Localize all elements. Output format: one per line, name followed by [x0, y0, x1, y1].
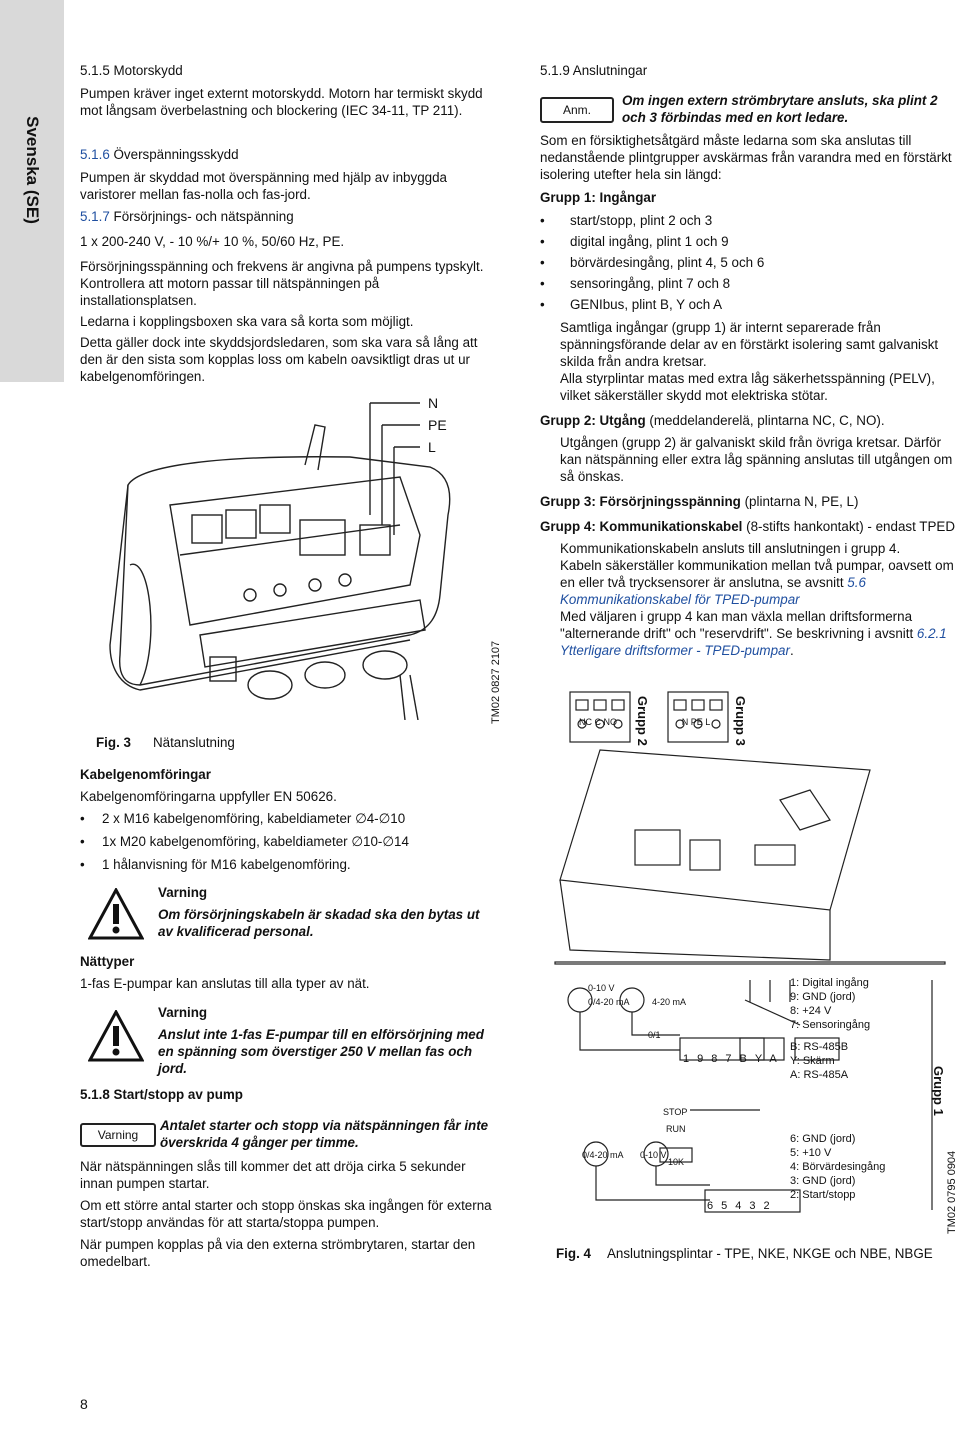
- fig3-caption: Fig. 3 Nätanslutning: [96, 735, 235, 750]
- grupp3-heading: Grupp 3: Försörjningsspänning (plintarna N, PE, L): [540, 494, 859, 509]
- anm-label-box: Anm.: [540, 97, 614, 123]
- label-0-4-20ma: 0/4-20 mA: [588, 997, 630, 1007]
- list-item: • digital ingång, plint 1 och 9: [540, 233, 960, 250]
- label-run: RUN: [666, 1124, 686, 1134]
- label-0-10v-b: 0-10 V: [640, 1150, 667, 1160]
- paragraph: När pumpen kopplas på via den externa strömbrytaren, startar den omedelbart.: [80, 1237, 476, 1269]
- fig4-bottom-legend: 6: GND (jord) 5: +10 V 4: Börvärdesingång 3: GND (jord) 2: Start/stopp: [790, 1133, 886, 1201]
- paragraph: 1 x 200-240 V, - 10 %/+ 10 %, 50/60 Hz, PE.: [80, 234, 345, 249]
- warning-1: [158, 884, 498, 940]
- warning-text: Om försörjningskabeln är skadad ska den bytas ut av kvalificerad personal.: [158, 907, 480, 939]
- section-5-1-6: [80, 146, 495, 203]
- warning-triangle-icon: [88, 1010, 144, 1067]
- paragraph: Som en försiktighetsåtgärd måste ledarna som ska anslutas till nedanstående plintgrupper avskärmas från varandra med en förstärkt isolering utefter hela sin längd:: [540, 133, 952, 182]
- list-item: • börvärdesingång, plint 4, 5 och 6: [540, 254, 960, 271]
- label-l: L: [428, 439, 436, 455]
- label-0-10v: 0-10 V: [588, 983, 615, 993]
- fig4-code: TM02 0795 0904: [946, 1150, 958, 1234]
- paragraph: Kabeln säkerställer kommunikation mellan två pumpar, oavsett om en eller två trycksensorer är anslutna, se avsnitt 5.6 Kommunikationskabel för TPED-pumpar: [560, 558, 954, 607]
- anm-text: Om ingen extern strömbrytare ansluts, ska plint 2 och 3 förbindas med en kort ledare.: [622, 93, 938, 125]
- grupp4-heading: Grupp 4: Kommunikationskabel (8-stifts hankontakt) - endast TPED: [540, 519, 955, 534]
- section-title: 5.1.7 Försörjnings- och nätspänning: [80, 209, 294, 224]
- section-5-1-9-body: [540, 132, 960, 659]
- paragraph: Försörjningsspänning och frekvens är angivna på pumpens typskylt. Kontrollera att motorn passar till nätspänningen på installationsplatsen.: [80, 259, 484, 308]
- label-0-1: 0/1: [648, 1030, 661, 1040]
- list-item: • 1 hålanvisning för M16 kabelgenomföring.: [80, 856, 495, 873]
- warning-title: Varning: [158, 885, 208, 900]
- section-nattyper: [80, 953, 495, 992]
- page-number: 8: [80, 1396, 88, 1412]
- language-label: Svenska (SE): [23, 116, 42, 224]
- paragraph: Utgången (grupp 2) är galvaniskt skild från övriga kretsar. Därför kan nätspänning eller extra låg spänning anslutas till utgången om så önskas.: [560, 435, 953, 484]
- fig4-grupp3-label: Grupp 3: [733, 696, 748, 746]
- paragraph: Pumpen kräver inget externt motorskydd. Motorn har termiskt skydd mot långsam överbelastning och blockering (IEC 34-11, TP 211).: [80, 86, 483, 118]
- section-number-link[interactable]: 5.1.6: [80, 147, 110, 162]
- paragraph: 1-fas E-pumpar kan anslutas till alla typer av nät.: [80, 976, 370, 991]
- fig4-top-legend: 1: Digital ingång 9: GND (jord) 8: +24 V 7: Sensoringång B: RS-485B Y: Skärm A: RS-485A: [790, 977, 871, 1081]
- fig3-code: TM02 0827 2107: [490, 640, 502, 724]
- list-item: • start/stopp, plint 2 och 3: [540, 212, 960, 229]
- fig4-caption: Fig. 4 Anslutningsplintar - TPE, NKE, NKGE och NBE, NBGE: [556, 1246, 933, 1261]
- section-5-1-9-title: 5.1.9 Anslutningar: [540, 63, 648, 78]
- section-title: Nättyper: [80, 954, 135, 969]
- section-5-1-8: [80, 1086, 495, 1103]
- language-sidebar: [0, 0, 64, 382]
- paragraph: Med väljaren i grupp 4 kan man växla mellan driftsformerna "alternerande drift" och "reservdrift". Se beskrivning i avsnitt 6.2.1 Ytterligare driftsformer - TPED-pumpar.: [560, 609, 947, 658]
- section-kabelgenomforingar: [80, 766, 495, 873]
- list-item: • 1x M20 kabelgenomföring, kabeldiameter ∅10-∅14: [80, 833, 495, 850]
- varning-label-box: Varning: [80, 1123, 156, 1147]
- warning-text: Anslut inte 1-fas E-pumpar till en elförsörjning med en spänning som överstiger 250 V mellan fas och jord.: [158, 1027, 484, 1076]
- paragraph: När nätspänningen slås till kommer det att dröja cirka 5 sekunder innan pumpen startar.: [80, 1159, 466, 1191]
- label-0-4-20ma-b: 0/4-20 mA: [582, 1150, 624, 1160]
- fig3-junction-box-drawing: [100, 385, 520, 720]
- section-5-1-5: [80, 62, 495, 119]
- list-item: • 2 x M16 kabelgenomföring, kabeldiameter ∅4-∅10: [80, 810, 495, 827]
- section-title: 5.1.8 Start/stopp av pump: [80, 1087, 243, 1102]
- paragraph: Kabelgenomföringarna uppfyller EN 50626.: [80, 789, 337, 804]
- label-stop: STOP: [663, 1107, 688, 1117]
- top-terminal-numbers: 1987BYA: [683, 1053, 785, 1065]
- fig4-g2-terms: NC C NO: [579, 717, 617, 727]
- section-title: 5.1.6 Överspänningsskydd: [80, 147, 239, 162]
- section-number-link[interactable]: 5.1.7: [80, 209, 110, 224]
- grupp1-list: [540, 212, 960, 313]
- warning-triangle-icon: [88, 888, 144, 945]
- fig4-grupp1-label: Grupp 1: [931, 1066, 946, 1116]
- section-title: Kabelgenomföringar: [80, 767, 211, 782]
- list-item: • GENIbus, plint B, Y och A: [540, 296, 960, 313]
- fig4-terminal-diagram: [540, 680, 960, 1245]
- label-4-20ma: 4-20 mA: [652, 997, 687, 1007]
- grupp1-title: Grupp 1: Ingångar: [540, 190, 657, 205]
- paragraph: Samtliga ingångar (grupp 1) är internt separerade från spänningsförande delar av en förstärkt isolering samt galvaniskt skilda från andra kretsar.: [560, 320, 939, 369]
- varning-box-text: Antalet starter och stopp via nätspänningen får inte överskrida 4 gånger per timme.: [160, 1118, 489, 1150]
- warning-title: Varning: [158, 1005, 208, 1020]
- warning-2: [158, 1004, 498, 1077]
- kabel-list: [80, 810, 495, 873]
- label-n: N: [428, 395, 439, 411]
- fig4-g3-terms: N PE L: [681, 717, 711, 727]
- grupp2-heading: Grupp 2: Utgång (meddelanderelä, plintarna NC, C, NO).: [540, 413, 885, 428]
- section-link[interactable]: 5.6 Kommunikationskabel för TPED-pumpar: [560, 575, 866, 607]
- fig4-grupp2-label: Grupp 2: [635, 696, 650, 746]
- bottom-terminal-numbers: 65432: [707, 1200, 778, 1212]
- fig3-wire-labels: [428, 392, 447, 458]
- paragraph: Alla styrplintar matas med extra låg säkerhetsspänning (PELV), vilket säkerställer skydd mot elektriska stötar.: [560, 371, 935, 403]
- paragraph: Pumpen är skyddad mot överspänning med hjälp av inbyggda varistorer mellan fas-nolla och fas-jord.: [80, 170, 447, 202]
- paragraph: Om ett större antal starter och stopp önskas ska ingången för externa start/stopp användas för att starta/stoppa pumpen.: [80, 1198, 492, 1230]
- section-5-1-7: [80, 208, 495, 385]
- paragraph: Kommunikationskabeln ansluts till anslutningen i grupp 4.: [560, 541, 901, 556]
- paragraph: Detta gäller dock inte skyddsjordsledaren, som ska vara så lång att den är den sista som kopplas loss om kabeln oavsiktligt dras ut ur kabelgenomföringen.: [80, 335, 478, 384]
- section-title: 5.1.5 Motorskydd: [80, 63, 183, 78]
- section-link[interactable]: 6.2.1 Ytterligare driftsformer - TPED-pumpar: [560, 626, 947, 658]
- label-pe: PE: [428, 417, 447, 433]
- list-item: • sensoringång, plint 7 och 8: [540, 275, 960, 292]
- paragraph: Ledarna i kopplingsboxen ska vara så korta som möjligt.: [80, 314, 414, 329]
- label-10k: 10K: [668, 1157, 685, 1167]
- section-5-1-8-body: [80, 1158, 495, 1270]
